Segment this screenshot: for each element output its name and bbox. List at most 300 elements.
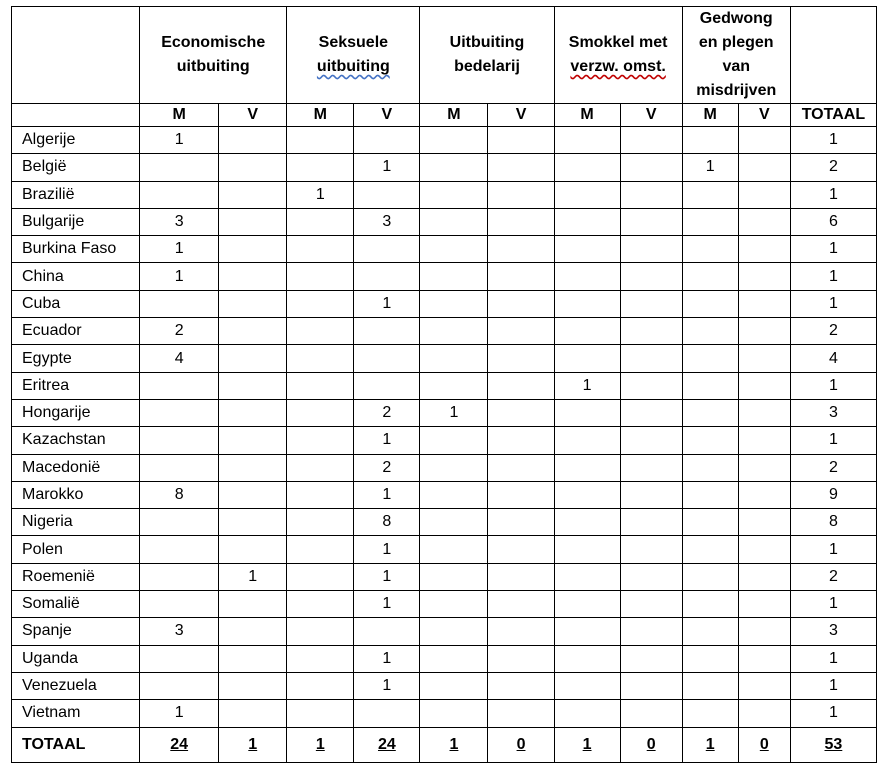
group-header-crimes: Gedwong en plegen van misdrijven — [682, 7, 790, 104]
value-cell: 1 — [354, 645, 420, 672]
value-cell — [287, 154, 354, 181]
value-cell — [354, 372, 420, 399]
value-cell — [620, 372, 682, 399]
table-row — [12, 536, 877, 563]
value-cell — [554, 181, 620, 208]
value-cell — [620, 481, 682, 508]
totals-cell: 0 — [738, 727, 790, 762]
value-cell — [554, 345, 620, 372]
value-cell: 1 — [354, 290, 420, 317]
value-cell — [738, 263, 790, 290]
value-cell — [738, 509, 790, 536]
value-cell — [354, 263, 420, 290]
value-cell — [620, 618, 682, 645]
table-row — [12, 618, 877, 645]
value-cell — [620, 236, 682, 263]
value-cell — [140, 672, 219, 699]
value-cell — [682, 481, 738, 508]
value-cell — [488, 454, 554, 481]
value-cell: 2 — [140, 318, 219, 345]
value-cell — [554, 563, 620, 590]
value-cell — [554, 645, 620, 672]
value-cell — [287, 372, 354, 399]
value-cell: 3 — [140, 618, 219, 645]
group-header-begging: Uitbuiting bedelarij — [420, 7, 554, 104]
value-cell — [620, 345, 682, 372]
value-cell — [219, 372, 287, 399]
value-cell — [488, 427, 554, 454]
value-cell — [620, 427, 682, 454]
value-cell — [420, 454, 488, 481]
value-cell — [620, 591, 682, 618]
value-cell — [554, 399, 620, 426]
table-row — [12, 127, 877, 154]
table-row — [12, 372, 877, 399]
value-cell — [682, 345, 738, 372]
table-row — [12, 290, 877, 317]
value-cell — [219, 509, 287, 536]
value-cell — [738, 236, 790, 263]
value-cell: 1 — [354, 563, 420, 590]
country-cell: Egypte — [12, 345, 140, 372]
value-cell: 8 — [354, 509, 420, 536]
value-cell — [738, 399, 790, 426]
country-cell: Roemenië — [12, 563, 140, 590]
value-cell — [287, 236, 354, 263]
sub-header-m: M — [682, 104, 738, 127]
value-cell — [287, 536, 354, 563]
value-cell — [287, 263, 354, 290]
value-cell — [682, 618, 738, 645]
grand-total-cell: 53 — [790, 727, 876, 762]
value-cell — [488, 318, 554, 345]
value-cell — [488, 154, 554, 181]
value-cell — [287, 318, 354, 345]
value-cell — [219, 263, 287, 290]
value-cell: 2 — [354, 454, 420, 481]
value-cell — [287, 290, 354, 317]
value-cell: 1 — [140, 700, 219, 727]
value-cell — [140, 399, 219, 426]
value-cell — [488, 345, 554, 372]
value-cell — [488, 591, 554, 618]
row-total-cell: 4 — [790, 345, 876, 372]
totals-cell: 24 — [140, 727, 219, 762]
value-cell — [488, 236, 554, 263]
value-cell — [420, 154, 488, 181]
row-total-cell: 1 — [790, 290, 876, 317]
country-cell: Marokko — [12, 481, 140, 508]
table-row — [12, 700, 877, 727]
value-cell — [682, 591, 738, 618]
row-total-cell: 1 — [790, 427, 876, 454]
value-cell — [620, 154, 682, 181]
value-cell — [354, 318, 420, 345]
value-cell — [738, 127, 790, 154]
value-cell — [488, 208, 554, 235]
value-cell — [738, 208, 790, 235]
totals-cell: 1 — [554, 727, 620, 762]
total-header-top — [790, 7, 876, 104]
totals-cell: 24 — [354, 727, 420, 762]
value-cell — [554, 618, 620, 645]
value-cell — [287, 563, 354, 590]
group-header-smuggling — [554, 7, 682, 104]
value-cell — [140, 563, 219, 590]
value-cell — [738, 372, 790, 399]
row-total-cell: 1 — [790, 263, 876, 290]
sub-header-m: M — [287, 104, 354, 127]
row-total-cell: 3 — [790, 399, 876, 426]
country-cell: Venezuela — [12, 672, 140, 699]
value-cell — [682, 208, 738, 235]
value-cell: 8 — [140, 481, 219, 508]
value-cell — [420, 318, 488, 345]
value-cell — [420, 208, 488, 235]
corner-cell — [12, 7, 140, 104]
value-cell — [140, 454, 219, 481]
value-cell — [554, 700, 620, 727]
value-cell — [620, 536, 682, 563]
group-header-sexual — [287, 7, 420, 104]
value-cell — [354, 127, 420, 154]
value-cell — [682, 236, 738, 263]
value-cell: 1 — [354, 427, 420, 454]
value-cell — [620, 700, 682, 727]
row-total-cell: 1 — [790, 591, 876, 618]
value-cell — [287, 591, 354, 618]
group-header-smuggling-line2: verzw. omst. — [570, 58, 666, 75]
value-cell — [682, 672, 738, 699]
value-cell — [420, 345, 488, 372]
value-cell — [219, 318, 287, 345]
value-cell — [287, 127, 354, 154]
group-header-sexual-line2: uitbuiting — [316, 58, 390, 75]
value-cell — [738, 427, 790, 454]
country-cell: Algerije — [12, 127, 140, 154]
value-cell — [738, 454, 790, 481]
table-row — [12, 481, 877, 508]
value-cell — [554, 290, 620, 317]
row-total-cell: 8 — [790, 509, 876, 536]
value-cell — [287, 345, 354, 372]
value-cell: 1 — [287, 181, 354, 208]
value-cell — [488, 645, 554, 672]
row-total-cell: 1 — [790, 372, 876, 399]
value-cell — [620, 290, 682, 317]
value-cell — [738, 700, 790, 727]
value-cell — [219, 154, 287, 181]
country-cell: Polen — [12, 536, 140, 563]
value-cell — [620, 127, 682, 154]
row-total-cell: 3 — [790, 618, 876, 645]
sub-header-totaal: TOTAAL — [790, 104, 876, 127]
value-cell — [488, 181, 554, 208]
value-cell — [488, 372, 554, 399]
value-cell — [488, 672, 554, 699]
value-cell — [554, 509, 620, 536]
sub-header-v: V — [620, 104, 682, 127]
value-cell: 1 — [219, 563, 287, 590]
value-cell — [738, 318, 790, 345]
table-row — [12, 208, 877, 235]
value-cell — [488, 290, 554, 317]
value-cell — [682, 181, 738, 208]
country-cell: Vietnam — [12, 700, 140, 727]
value-cell — [219, 454, 287, 481]
totals-cell: 1 — [287, 727, 354, 762]
value-cell — [738, 481, 790, 508]
value-cell: 1 — [140, 127, 219, 154]
table-row — [12, 263, 877, 290]
value-cell — [287, 454, 354, 481]
value-cell — [420, 481, 488, 508]
row-total-cell: 6 — [790, 208, 876, 235]
sub-header-v: V — [354, 104, 420, 127]
value-cell — [620, 181, 682, 208]
value-cell — [420, 290, 488, 317]
row-total-cell: 1 — [790, 700, 876, 727]
value-cell: 1 — [140, 263, 219, 290]
value-cell — [287, 645, 354, 672]
sub-header-v: V — [488, 104, 554, 127]
value-cell — [287, 481, 354, 508]
country-cell: Spanje — [12, 618, 140, 645]
value-cell — [620, 399, 682, 426]
value-cell — [140, 427, 219, 454]
value-cell — [140, 591, 219, 618]
value-cell — [287, 208, 354, 235]
country-cell: Kazachstan — [12, 427, 140, 454]
value-cell — [219, 236, 287, 263]
value-cell — [488, 700, 554, 727]
value-cell — [140, 290, 219, 317]
sub-header-empty — [12, 104, 140, 127]
value-cell — [420, 672, 488, 699]
value-cell — [219, 672, 287, 699]
country-cell: Eritrea — [12, 372, 140, 399]
row-total-cell: 1 — [790, 645, 876, 672]
country-cell: Hongarije — [12, 399, 140, 426]
sub-header-m: M — [140, 104, 219, 127]
table-body — [12, 127, 877, 728]
value-cell — [682, 700, 738, 727]
table-row — [12, 154, 877, 181]
row-total-cell: 1 — [790, 181, 876, 208]
value-cell — [354, 236, 420, 263]
country-cell: Macedonië — [12, 454, 140, 481]
value-cell — [420, 536, 488, 563]
value-cell — [554, 208, 620, 235]
value-cell — [554, 454, 620, 481]
value-cell: 3 — [354, 208, 420, 235]
group-header-smuggling-line1: Smokkel met — [568, 34, 668, 51]
table-row — [12, 509, 877, 536]
country-cell: Cuba — [12, 290, 140, 317]
value-cell — [554, 318, 620, 345]
value-cell — [620, 454, 682, 481]
value-cell — [682, 290, 738, 317]
sub-header-v: V — [738, 104, 790, 127]
value-cell: 3 — [140, 208, 219, 235]
country-cell: Somalië — [12, 591, 140, 618]
table-row — [12, 236, 877, 263]
value-cell — [420, 700, 488, 727]
row-total-cell: 1 — [790, 536, 876, 563]
country-cell: China — [12, 263, 140, 290]
value-cell — [420, 645, 488, 672]
value-cell — [682, 645, 738, 672]
trafficking-table — [11, 6, 877, 763]
totals-cell: 1 — [682, 727, 738, 762]
value-cell — [420, 181, 488, 208]
value-cell — [488, 127, 554, 154]
value-cell — [738, 536, 790, 563]
table-row — [12, 454, 877, 481]
value-cell — [682, 399, 738, 426]
group-header-row — [12, 7, 877, 104]
country-cell: Uganda — [12, 645, 140, 672]
table-row — [12, 345, 877, 372]
totals-cell: 1 — [420, 727, 488, 762]
value-cell — [287, 700, 354, 727]
row-total-cell: 2 — [790, 318, 876, 345]
value-cell — [287, 618, 354, 645]
country-cell: Burkina Faso — [12, 236, 140, 263]
value-cell — [287, 427, 354, 454]
value-cell — [219, 345, 287, 372]
value-cell — [287, 509, 354, 536]
value-cell: 1 — [554, 372, 620, 399]
table-row — [12, 181, 877, 208]
value-cell — [420, 509, 488, 536]
value-cell — [554, 591, 620, 618]
value-cell — [682, 563, 738, 590]
value-cell — [738, 563, 790, 590]
value-cell — [738, 645, 790, 672]
value-cell — [738, 672, 790, 699]
value-cell — [682, 454, 738, 481]
value-cell — [420, 127, 488, 154]
sub-header-m: M — [420, 104, 488, 127]
value-cell: 1 — [354, 672, 420, 699]
value-cell — [140, 509, 219, 536]
value-cell: 1 — [682, 154, 738, 181]
value-cell — [420, 618, 488, 645]
value-cell — [738, 181, 790, 208]
value-cell — [219, 700, 287, 727]
table-row — [12, 645, 877, 672]
country-cell: Ecuador — [12, 318, 140, 345]
value-cell: 1 — [140, 236, 219, 263]
value-cell — [140, 181, 219, 208]
totals-label: TOTAAL — [12, 727, 140, 762]
value-cell — [420, 236, 488, 263]
value-cell — [488, 618, 554, 645]
row-total-cell: 1 — [790, 127, 876, 154]
sub-header-m: M — [554, 104, 620, 127]
value-cell — [738, 154, 790, 181]
value-cell — [219, 181, 287, 208]
value-cell — [488, 481, 554, 508]
value-cell — [420, 591, 488, 618]
value-cell — [738, 290, 790, 317]
value-cell — [620, 645, 682, 672]
value-cell — [682, 509, 738, 536]
value-cell — [140, 372, 219, 399]
totals-cell: 0 — [488, 727, 554, 762]
value-cell — [219, 399, 287, 426]
value-cell — [219, 481, 287, 508]
value-cell: 2 — [354, 399, 420, 426]
value-cell — [488, 399, 554, 426]
value-cell — [354, 700, 420, 727]
table-row — [12, 427, 877, 454]
value-cell — [219, 645, 287, 672]
value-cell — [140, 154, 219, 181]
value-cell — [554, 127, 620, 154]
value-cell — [219, 290, 287, 317]
value-cell — [620, 263, 682, 290]
value-cell — [219, 127, 287, 154]
value-cell — [620, 509, 682, 536]
table-row — [12, 591, 877, 618]
value-cell — [219, 536, 287, 563]
value-cell — [554, 427, 620, 454]
value-cell: 4 — [140, 345, 219, 372]
totals-cell: 1 — [219, 727, 287, 762]
value-cell — [554, 481, 620, 508]
value-cell — [682, 127, 738, 154]
value-cell — [738, 591, 790, 618]
value-cell — [488, 263, 554, 290]
country-cell: Nigeria — [12, 509, 140, 536]
value-cell — [682, 318, 738, 345]
value-cell: 1 — [354, 591, 420, 618]
row-total-cell: 1 — [790, 672, 876, 699]
value-cell: 1 — [354, 154, 420, 181]
value-cell: 1 — [354, 536, 420, 563]
value-cell — [554, 263, 620, 290]
value-cell — [554, 154, 620, 181]
table-row — [12, 563, 877, 590]
value-cell — [682, 536, 738, 563]
value-cell — [488, 563, 554, 590]
table-row — [12, 318, 877, 345]
row-total-cell: 2 — [790, 454, 876, 481]
value-cell — [554, 236, 620, 263]
value-cell — [219, 427, 287, 454]
value-cell — [620, 318, 682, 345]
row-total-cell: 9 — [790, 481, 876, 508]
totals-cell: 0 — [620, 727, 682, 762]
value-cell — [554, 672, 620, 699]
value-cell — [620, 563, 682, 590]
value-cell — [738, 345, 790, 372]
value-cell — [682, 263, 738, 290]
value-cell — [219, 208, 287, 235]
value-cell — [354, 181, 420, 208]
sub-header-row — [12, 104, 877, 127]
value-cell — [287, 399, 354, 426]
value-cell — [140, 536, 219, 563]
group-header-economic: Economische uitbuiting — [140, 7, 287, 104]
row-total-cell: 2 — [790, 154, 876, 181]
sub-header-v: V — [219, 104, 287, 127]
value-cell — [420, 372, 488, 399]
value-cell — [420, 427, 488, 454]
value-cell — [554, 536, 620, 563]
